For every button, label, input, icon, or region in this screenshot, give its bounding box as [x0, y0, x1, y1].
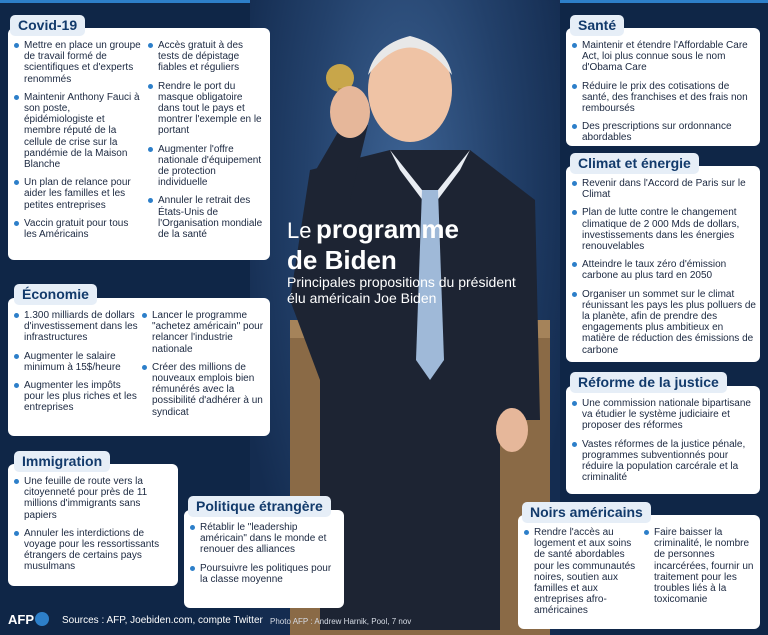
economie-panel [8, 298, 270, 436]
economie-item: Augmenter les impôts pour les plus riches et les entreprises [14, 380, 140, 414]
noirs-item: Faire baisser la criminalité, le nombre de personnes incarcérées, fournir un traitement pour les troubles liés à la toxicomanie [644, 527, 756, 605]
justice-title: Réforme de la justice [570, 372, 727, 393]
immigration-item: Une feuille de route vers la citoyenneté pour près de 11 millions d'immigrants sans papiers [14, 476, 174, 521]
raised-hand [330, 86, 370, 138]
justice-item: Vastes réformes de la justice pénale, programmes subventionnés pour réduire la population carcérale et la criminalité [572, 439, 756, 484]
covid-item: Augmenter l'offre nationale d'équipement de protection individuelle [148, 144, 266, 189]
immigration-title: Immigration [14, 451, 110, 472]
covid-item: Maintenir Anthony Fauci à son poste, épidémiologiste et membre réputé de la cellule de crise sur la pandémie de la Maison Blanche [14, 92, 142, 170]
afp-logo-text: AFP [8, 612, 34, 627]
immigration-list [14, 476, 174, 580]
covid-item: Accès gratuit à des tests de dépistage fiables et réguliers [148, 40, 266, 74]
economie-title: Économie [14, 284, 97, 305]
footer-sources: Sources : AFP, Joebiden.com, compte Twitter [62, 615, 263, 626]
covid-left-list [14, 40, 142, 247]
justice-item: Une commission nationale bipartisane va étudier le système judiciaire et proposer des réformes [572, 398, 756, 432]
covid-item: Un plan de relance pour aider les familles et les petites entreprises [14, 177, 142, 211]
covid-right-list [148, 40, 266, 247]
sante-item: Maintenir et étendre l'Affordable Care Act, loi plus connue sous le nom d'Obama Care [572, 40, 756, 74]
economie-item: Lancer le programme "achetez américain" pour relancer l'industrie nationale [142, 310, 266, 355]
noirs-left-list [524, 527, 640, 624]
climat-panel [566, 166, 760, 362]
covid-panel [8, 28, 270, 260]
covid-item: Rendre le port du masque obligatoire dans tout le pays et montrer l'exemple en le portant [148, 81, 266, 137]
noirs-right-list [644, 527, 756, 612]
politique-item: Poursuivre les politiques pour la classe moyenne [190, 563, 340, 585]
noirs-title: Noirs américains [522, 502, 651, 523]
politique-list [190, 522, 340, 592]
immigration-item: Annuler les interdictions de voyage pour les ressortissants étrangers de certains pays musulmans [14, 528, 174, 573]
climat-item: Atteindre le taux zéro d'émission carbone au plus tard en 2050 [572, 259, 756, 281]
climat-title: Climat et énergie [570, 153, 699, 174]
economie-item: Créer des millions de nouveaux emplois bien rémunérés avec la possibilité d'adhérer à un syndicat [142, 362, 266, 418]
footer-photo-credit: Photo AFP : Andrew Harnik, Pool, 7 nov [270, 617, 412, 626]
sante-item: Des prescriptions sur ordonnance abordables [572, 121, 756, 143]
climat-item: Organiser un sommet sur le climat réunissant les pays les plus polluers de la planète, afin de prendre des engagements plus ambitieux en matière de réduction des émissions de carbone [572, 289, 756, 356]
headline-line2: de Biden [287, 245, 397, 275]
justice-panel [566, 386, 760, 494]
noirs-panel [518, 515, 760, 629]
politique-panel [184, 510, 344, 608]
sante-panel [566, 28, 760, 146]
politique-title: Politique étrangère [188, 496, 331, 517]
headline-prefix: Le [287, 218, 312, 243]
economie-right-list [142, 310, 266, 425]
sante-title: Santé [570, 15, 624, 36]
covid-item: Vaccin gratuit pour tous les Américains [14, 218, 142, 240]
economie-item: 1.300 milliards de dollars d'investissement dans les infrastructures [14, 310, 140, 344]
climat-list [572, 178, 756, 363]
sante-list [572, 40, 756, 151]
right-hand [496, 408, 528, 452]
justice-list [572, 398, 756, 490]
afp-logo [8, 612, 49, 627]
noirs-item: Rendre l'accès au logement et aux soins de santé abordables pour les communautés noires, soutien aux familles et aux entreprises afro-américaines [524, 527, 640, 617]
covid-item: Annuler le retrait des États-Unis de l'Organisation mondiale de la santé [148, 195, 266, 240]
headline-subtitle: Principales propositions du président élu américain Joe Biden [287, 274, 516, 306]
climat-item: Revenir dans l'Accord de Paris sur le Climat [572, 178, 756, 200]
headline-line1: programme [315, 214, 459, 244]
covid-item: Mettre en place un groupe de travail formé de scientifiques et d'experts renommés [14, 40, 142, 85]
climat-item: Plan de lutte contre le changement climatique de 2 000 Mds de dollars, investissements dans les énergies renouvelables [572, 207, 756, 252]
politique-item: Rétablir le "leadership américain" dans le monde et renouer des alliances [190, 522, 340, 556]
headline [287, 214, 537, 276]
economie-left-list [14, 310, 140, 421]
immigration-panel [8, 464, 178, 586]
afp-logo-dot-icon [35, 612, 49, 626]
covid-title: Covid-19 [10, 15, 85, 36]
sante-item: Réduire le prix des cotisations de santé, des franchises et des frais non remboursés [572, 81, 756, 115]
economie-item: Augmenter le salaire minimum à 15$/heure [14, 351, 140, 373]
